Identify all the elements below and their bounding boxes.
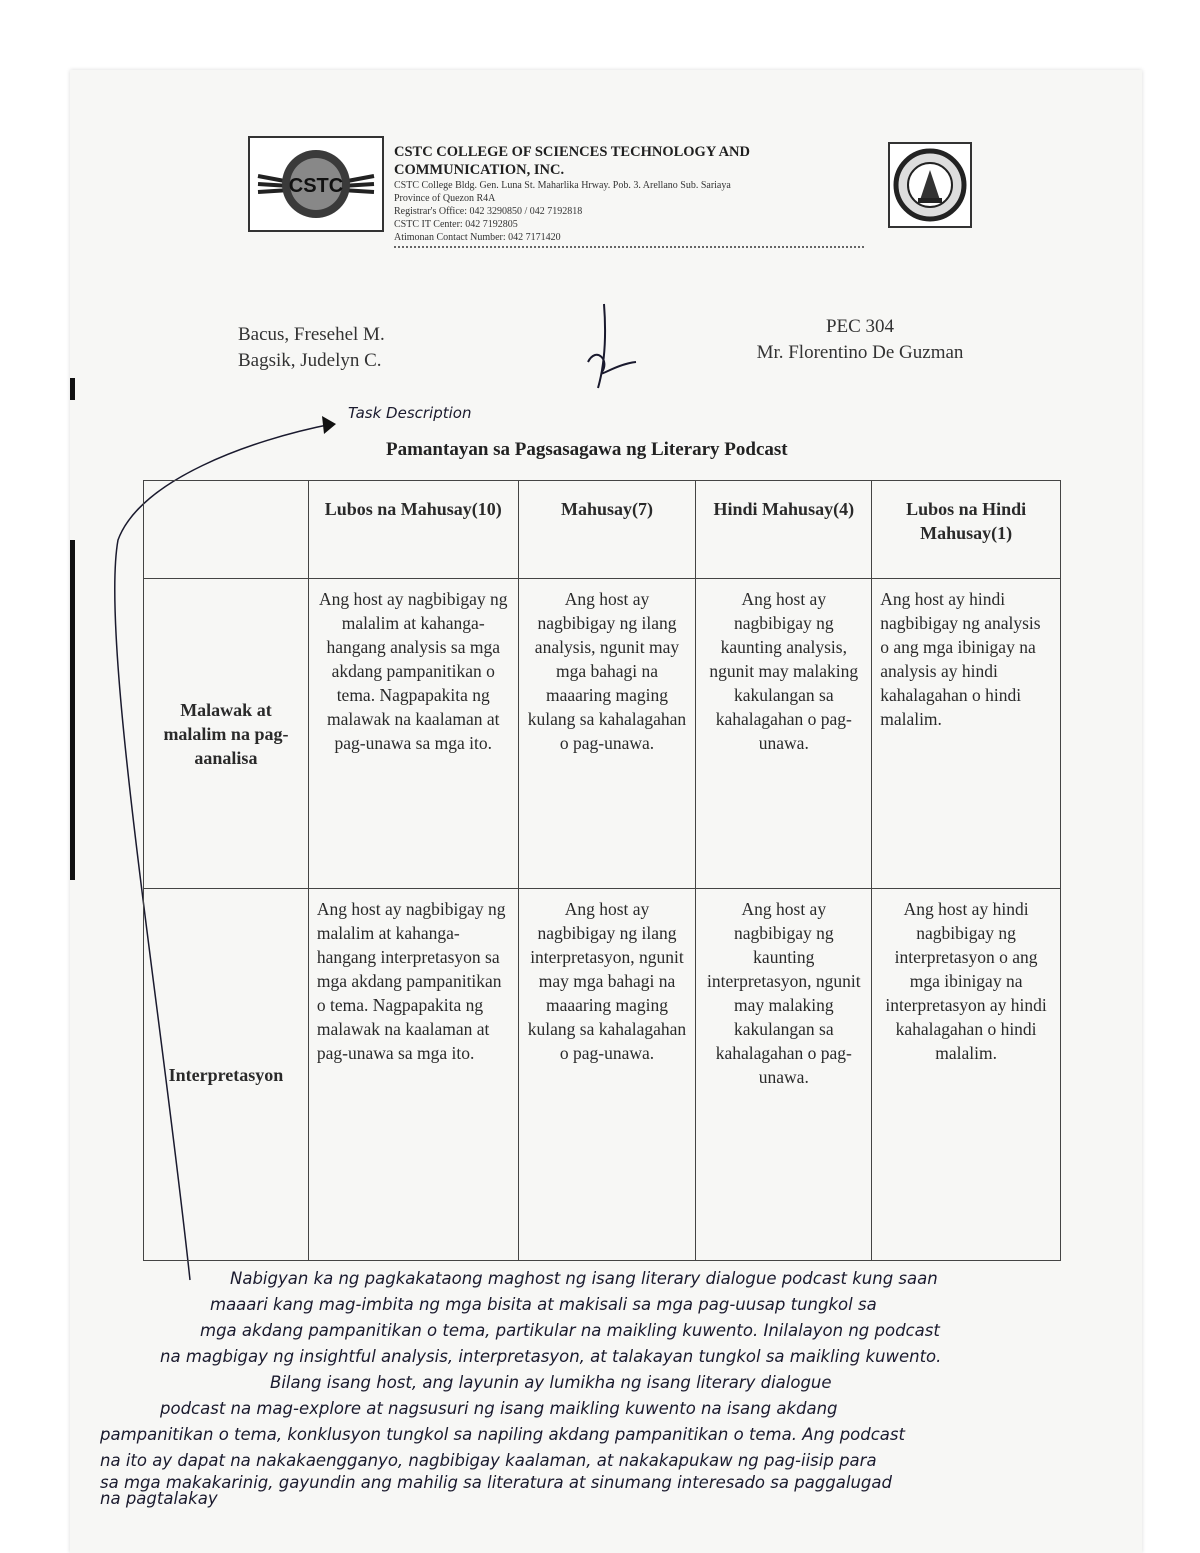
rubric-cell: Ang host ay hindi nagbibigay ng analysis o ang mga ibinigay na analysis ay hindi kahalagahan o hindi malalim. — [872, 579, 1061, 889]
rubric-cell: Ang host ay nagbibigay ng malalim at kahanga-hangang analysis sa mga akdang pampanitikan o tema. Nagpapakita ng malawak na kaalaman at pag-unawa sa mga ito. — [308, 579, 518, 889]
course-info — [690, 314, 1030, 366]
criterion-cell: Malawak at malalim na pag-aanalisa — [144, 579, 309, 889]
criterion-cell: Interpretasyon — [144, 889, 309, 1261]
page-edge-mark — [70, 540, 75, 880]
handwritten-line: pampanitikan o tema, konklusyon tungkol sa napiling akdang pampanitikan o tema. Ang podcast — [100, 1425, 905, 1444]
it-center-contact: CSTC IT Center: 042 7192805 — [394, 219, 518, 230]
handwritten-line: mga akdang pampanitikan o tema, partikular na maikling kuwento. Inilalayon ng podcast — [200, 1321, 940, 1340]
header-cell: Hindi Mahusay(4) — [696, 481, 872, 579]
handwritten-task-description — [100, 1266, 1130, 1506]
school-logo — [248, 136, 384, 232]
school-name: CSTC COLLEGE OF SCIENCES TECHNOLOGY AND COMMUNICATION, INC. — [394, 144, 751, 178]
rubric-title: Pamantayan sa Pagsasagawa ng Literary Podcast — [386, 439, 788, 460]
instructor-name: Mr. Florentino De Guzman — [756, 342, 964, 363]
student-name: Bagsik, Judelyn C. — [238, 350, 382, 371]
handwritten-line: na pagtalakay — [100, 1489, 218, 1508]
atimonan-contact: Atimonan Contact Number: 042 7171420 — [394, 232, 561, 243]
handwritten-line: maaari kang mag-imbita ng mga bisita at makisali sa mga pag-uusap tungkol sa — [210, 1295, 877, 1314]
header-cell: Mahusay(7) — [518, 481, 696, 579]
header-cell: Lubos na Mahusay(10) — [308, 481, 518, 579]
rubric-cell: Ang host ay nagbibigay ng malalim at kahanga-hangang interpretasyon sa mga akdang pampanitikan o tema. Nagpapakita ng malawak na kaalaman at pag-unawa sa mga ito. — [308, 889, 518, 1261]
header-divider — [394, 246, 864, 248]
school-province: Province of Quezon R4A — [394, 193, 496, 204]
rubric-cell: Ang host ay hindi nagbibigay ng interpretasyon o ang mga ibinigay na interpretasyon ay hindi kahalagahan o hindi malalim. — [872, 889, 1061, 1261]
course-code: PEC 304 — [825, 316, 895, 337]
svg-text:CSTC: CSTC — [288, 175, 344, 197]
rubric-cell: Ang host ay nagbibigay ng ilang interpretasyon, ngunit may mga bahagi na maaaring maging kulang sa kahalagahan o pag-unawa. — [518, 889, 696, 1261]
rubric-cell: Ang host ay nagbibigay ng ilang analysis, ngunit may mga bahagi na maaaring maging kulang sa kahalagahan o pag-unawa. — [518, 579, 696, 889]
table-row — [144, 889, 1061, 1261]
table-header-row — [144, 481, 1061, 579]
student-names — [238, 322, 385, 374]
page-edge-mark — [70, 378, 75, 400]
header-cell — [144, 481, 309, 579]
handwritten-line: na ito ay dapat na nakakaengganyo, nagbibigay kaalaman, at nakakapukaw ng pag-iisip para — [100, 1451, 877, 1470]
student-name: Bacus, Fresehel M. — [238, 324, 385, 345]
registrar-contact: Registrar's Office: 042 3290850 / 042 7192818 — [394, 206, 583, 217]
handwritten-line: Bilang isang host, ang layunin ay lumikha ng isang literary dialogue — [270, 1373, 832, 1392]
handwritten-line: Nabigyan ka ng pagkakataong maghost ng isang literary dialogue podcast kung saan — [230, 1269, 938, 1288]
handwritten-line: podcast na mag-explore at nagsusuri ng isang maikling kuwento na isang akdang — [160, 1399, 838, 1418]
college-seal — [888, 142, 972, 228]
cstc-seal-icon — [250, 138, 382, 230]
school-header — [394, 143, 874, 248]
rubric-cell: Ang host ay nagbibigay ng kaunting interpretasyon, ngunit may malaking kakulangan sa kahalagahan o pag-unawa. — [696, 889, 872, 1261]
school-address: CSTC College Bldg. Gen. Luna St. Maharlika Hrway. Pob. 3. Arellano Sub. Sariaya — [394, 180, 731, 191]
table-row — [144, 579, 1061, 889]
seal-icon — [890, 144, 970, 226]
handwritten-line: sa mga makakarinig, gayundin ang mahilig sa literatura at sinumang interesado sa paggalugad — [100, 1473, 892, 1492]
task-description-note: Task Description — [348, 404, 472, 422]
rubric-cell: Ang host ay nagbibigay ng kaunting analysis, ngunit may malaking kakulangan sa kahalagahan o pag-unawa. — [696, 579, 872, 889]
rubric-table — [143, 480, 1061, 1261]
handwritten-line: na magbigay ng insightful analysis, interpretasyon, at talakayan tungkol sa maikling kuwento. — [160, 1347, 942, 1366]
header-cell: Lubos na Hindi Mahusay(1) — [872, 481, 1061, 579]
signature-mark — [580, 300, 650, 392]
